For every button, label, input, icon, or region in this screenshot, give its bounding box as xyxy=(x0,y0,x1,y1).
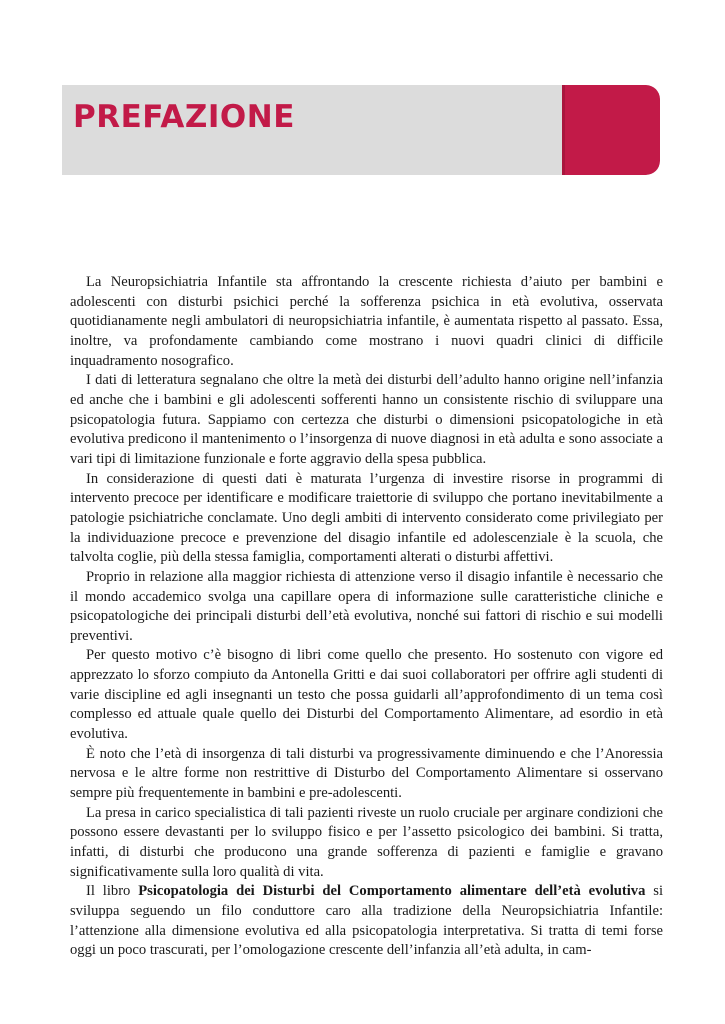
paragraph: Per questo motivo c’è bisogno di libri come quello che presento. Ho sostenuto con vigore ed apprezzato lo sforzo compiuto da Antonella Gritti e dai suoi collaboratori per offrire agli studenti di varie discipline ed agli insegnanti un testo che possa guidarli all’approfondimento di un tema così complesso ed attuale quale quello dei Disturbi del Comportamento Alimentare, ad esordio in età evolutiva. xyxy=(70,647,663,743)
last-paragraph-lead: Il libro xyxy=(86,883,139,900)
paragraph: La presa in carico specialistica di tali pazienti riveste un ruolo cruciale per arginare condizioni che possono essere devastanti per lo sviluppo fisico e per l’assetto psicologico dei bambini. Si tratta, infatti, di disturbi che producono una grande sofferenza di pazienti e famiglie e gravano significativamente sulla loro qualità di vita. xyxy=(70,804,663,880)
paragraph: In considerazione di questi dati è maturata l’urgenza di investire risorse in programmi di intervento precoce per identificare e modificare traiettorie di sviluppo che portano inevitabilmente a patologie psichiatriche conclamate. Uno degli ambiti di intervento considerato come privilegiato per la individuazione precoce e prevenzione del disagio infantile ed adolescenziale è la scuola, che talvolta coglie, più della stessa famiglia, comportamenti alterati o disturbi affettivi. xyxy=(70,470,663,566)
accent-divider xyxy=(562,85,565,175)
header-accent-block xyxy=(562,85,660,175)
chapter-title: PREFAZIONE xyxy=(73,99,295,135)
chapter-header-band xyxy=(62,85,660,175)
paragraph: La Neuropsichiatria Infantile sta affrontando la crescente richiesta d’aiuto per bambini e adolescenti con disturbi psichici perché la sofferenza psichica in età evolutiva, osservata quotidianamente negli ambulatori di neuropsichiatria infantile, è aumentata rispetto al passato. Essa, inoltre, va profondamente cambiando come mostrano i nuovi quadri clinici di difficile inquadramento nosografico. xyxy=(70,274,663,369)
paragraph: Proprio in relazione alla maggior richiesta di attenzione verso il disagio infantile è necessario che il mondo accademico svolga una capillare opera di informazione sulle caratteristiche cliniche e psicopatologiche dei principali disturbi dell’età evolutiva, nonché sui fattori di rischio e sui modelli preventivi. xyxy=(70,568,663,644)
last-paragraph-rest: si sviluppa seguendo un filo conduttore caro alla tradizione della Neuropsichiatria Infantile: l’attenzione alla dimensione evolutiva ed alla psicopatologia interpretativa. Si tratta di temi forse oggi un poco trascurati, per l’omologazione crescente dell’infanzia all’età adulta, in cam- xyxy=(70,883,663,959)
book-title: Psicopatologia dei Disturbi del Comportamento alimentare dell’età evolutiva xyxy=(138,883,646,900)
preface-body xyxy=(70,273,663,961)
paragraph: È noto che l’età di insorgenza di tali disturbi va progressivamente diminuendo e che l’Anoressia nervosa e le altre forme non restrittive di Disturbo del Comportamento Alimentare si osservano sempre più frequentemente in bambini e pre-adolescenti. xyxy=(70,745,663,802)
paragraph: I dati di letteratura segnalano che oltre la metà dei disturbi dell’adulto hanno origine nell’infanzia ed anche che i bambini e gli adolescenti sofferenti hanno un consistente rischio di sviluppare una psicopatologia futura. Sappiamo con certezza che disturbi o dimensioni psicopatologiche in età evolutiva predicono il mantenimento o l’insorgenza di nuove diagnosi in età adulta e sono associate a vari tipi di limitazione funzionale e forte aggravio della spesa pubblica. xyxy=(70,372,663,467)
last-paragraph xyxy=(70,882,663,961)
